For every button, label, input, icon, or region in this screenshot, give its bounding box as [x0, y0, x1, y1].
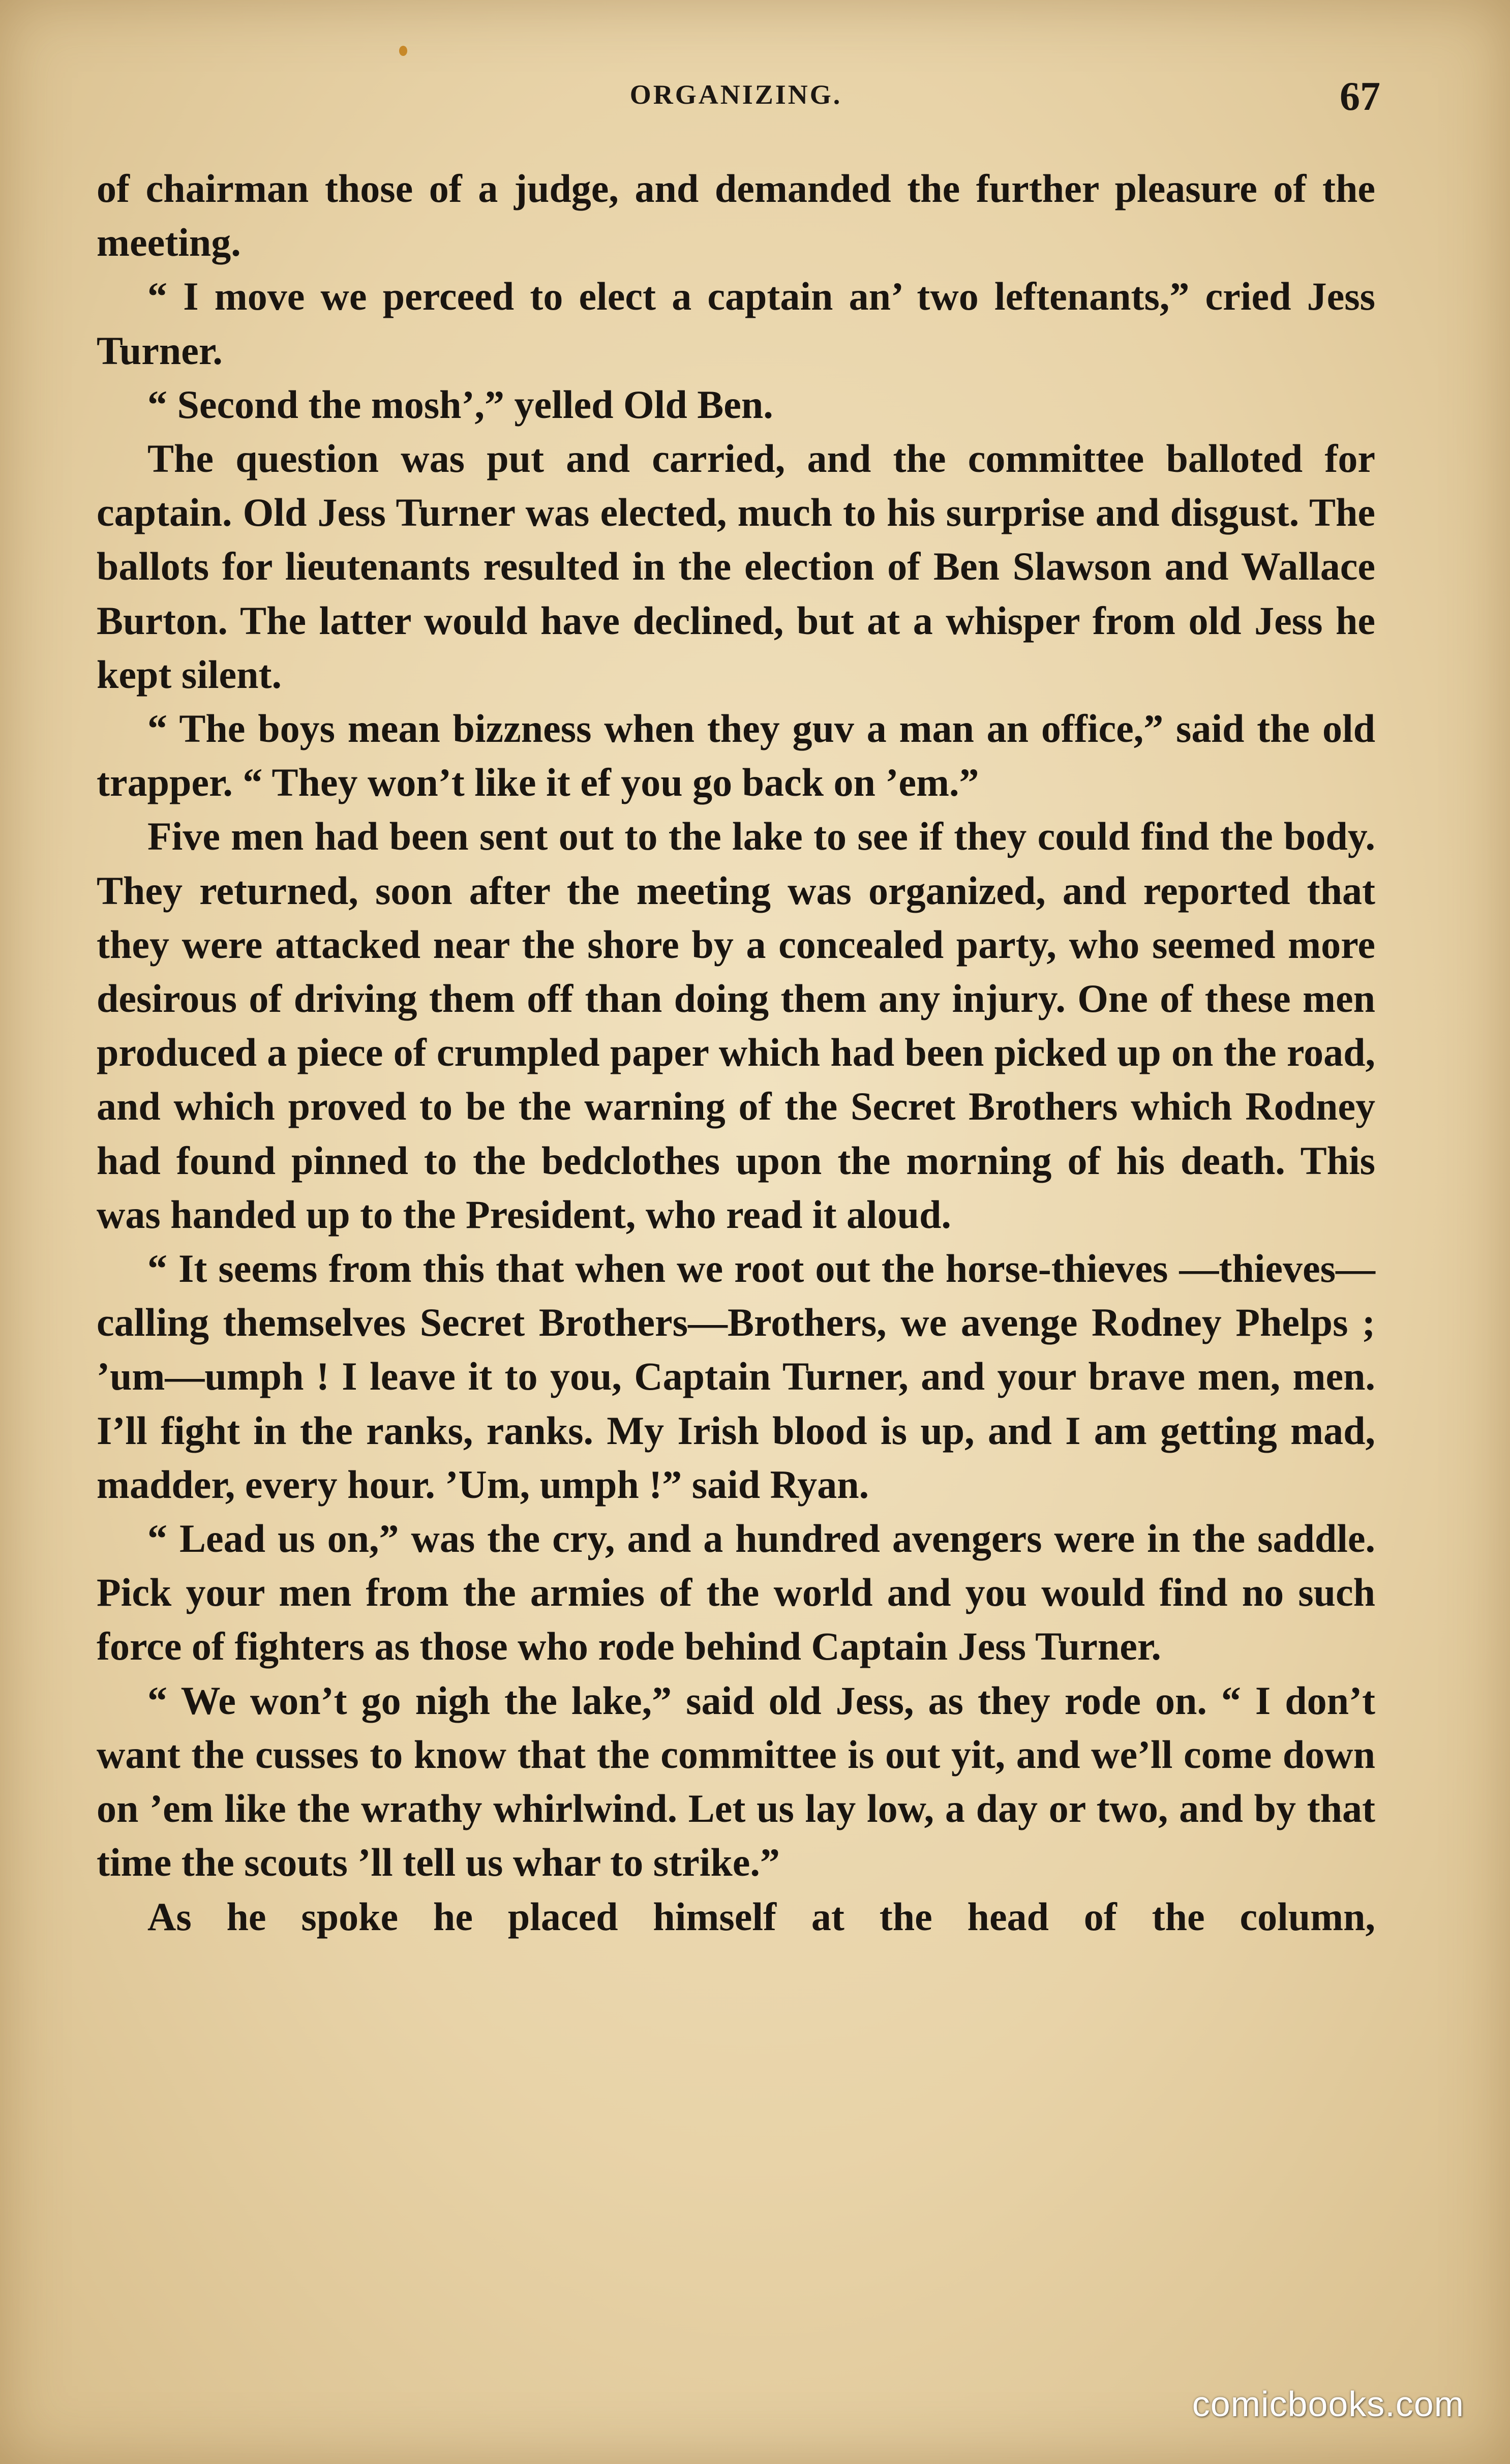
paragraph: As he spoke he placed himself at the head of the column, — [147, 1894, 1375, 1939]
page-number: 67 — [1340, 74, 1380, 119]
paragraph: “ The boys mean bizzness when they guv a man an office,” said the old trapper. “ They won’t like it ef you go back on ’em.” — [97, 706, 1375, 805]
paragraph: “ It seems from this that when we root out the horse-thieves —thieves—calling themselves Secret Brothers—Brothers, we avenge Rodney Phelps ; ’um—umph ! I leave it to you, Captain Turner, and your brave men, men. I’ll fight in the ranks, ranks. My Irish blood is up, and I am getting mad, madder, every hour. ’Um, umph !” said Ryan. — [97, 1246, 1375, 1507]
paragraph: The question was put and carried, and the committee balloted for captain. Old Jess Turner was elected, much to his surprise and disgust. The ballots for lieutenants resulted in the election of Ben Slawson and Wallace Burton. The latter would have declined, but at a whisper from old Jess he kept silent. — [97, 436, 1375, 697]
running-head — [92, 74, 1380, 135]
ink-stain — [399, 46, 407, 56]
body-text — [97, 162, 1375, 1944]
paragraph: Five men had been sent out to the lake to see if they could find the body. They returned, soon after the meeting was organized, and reported that they were attacked near the shore by a concealed party, who seemed more desirous of driving them off than doing them any injury. One of these men produced a piece of crumpled paper which had been picked up on the road, and which proved to be the warning of the Secret Brothers which Rodney had found pinned to the bedclothes upon the morning of his death. This was handed up to the President, who read it aloud. — [97, 814, 1375, 1237]
paragraph: “ We won’t go nigh the lake,” said old Jess, as they rode on. “ I don’t want the cusses to know that the committee is out yit, and we’ll come down on ’em like the wrathy whirlwind. Let us lay low, a day or two, and by that time the scouts ’ll tell us whar to strike.” — [97, 1678, 1375, 1885]
section-title: ORGANIZING. — [629, 79, 842, 110]
paragraph: “ Lead us on,” was the cry, and a hundred avengers were in the saddle. Pick your men from the armies of the world and you would find no such force of fighters as those who rode behind Captain Jess Turner. — [97, 1516, 1375, 1669]
paragraph: “ Second the mosh’,” yelled Old Ben. — [147, 382, 773, 427]
paragraph: “ I move we perceed to elect a captain an’ two leftenants,” cried Jess Turner. — [97, 274, 1375, 373]
paragraph: of chairman those of a judge, and demanded the further pleasure of the meeting. — [97, 166, 1375, 265]
watermark: comicbooks.com — [1192, 2384, 1464, 2424]
